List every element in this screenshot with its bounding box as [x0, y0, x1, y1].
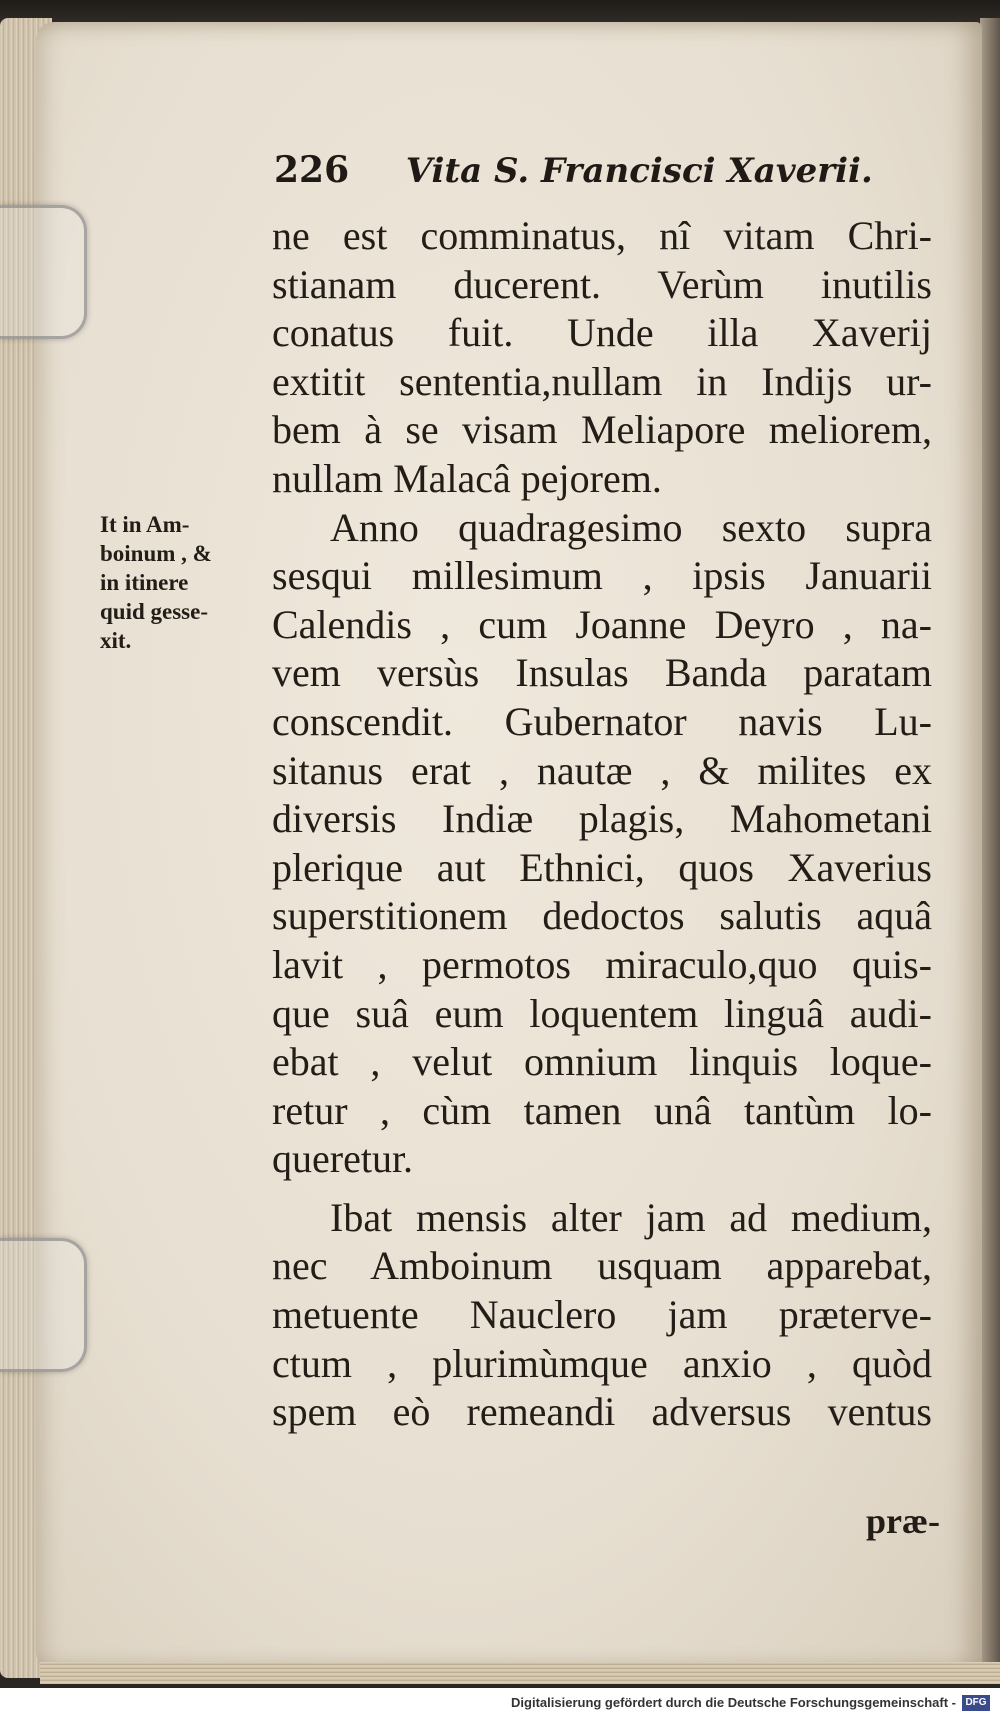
text-line: Ibat mensis alter jam ad medium,	[330, 1194, 932, 1240]
page-number: 226	[274, 149, 350, 191]
marginal-note-line: xit.	[100, 628, 132, 653]
text-line: Calendis , cum Joanne Deyro , na-	[272, 601, 932, 647]
footer-bar	[0, 1688, 1000, 1721]
text-line: que suâ eum loquentem linguâ audi-	[272, 990, 932, 1036]
text-line: conscendit. Gubernator navis Lu-	[272, 698, 932, 744]
page-holder-clip-top	[0, 205, 87, 339]
text-line: nec Amboinum usquam apparebat,	[272, 1243, 932, 1289]
marginal-note	[100, 510, 268, 655]
text-line: conatus fuit. Unde illa Xaverij	[272, 310, 932, 356]
page-holder-clip-bottom	[0, 1238, 87, 1372]
text-line: queretur.	[272, 1136, 414, 1182]
catchword: præ-	[866, 1501, 940, 1541]
text-line: nullam Malacâ pejorem.	[272, 455, 662, 501]
running-title: Vita S. Francisci Xaverii.	[405, 151, 873, 191]
text-line: sitanus erat , nautæ , & milites ex	[272, 747, 932, 793]
funding-credit: Digitalisierung gefördert durch die Deutsche Forschungsgemeinschaft -	[511, 1695, 956, 1710]
text-line: extitit sententia,nullam in Indijs ur-	[272, 358, 932, 404]
marginal-note-line: It in Am-	[100, 512, 190, 537]
marginal-note-line: in itinere	[100, 570, 189, 595]
text-line: plerique aut Ethnici, quos Xaverius	[272, 844, 932, 890]
facing-page-edge	[980, 18, 1000, 1678]
text-line: ctum , plurimùmque anxio , quòd	[272, 1340, 932, 1386]
marginal-note-line: boinum , &	[100, 541, 212, 566]
text-line: ne est comminatus, nî vitam Chri-	[272, 213, 932, 258]
body-text	[272, 212, 932, 1437]
text-line: ebat , velut omnium linquis loque-	[272, 1039, 932, 1085]
dfg-logo-icon: DFG	[962, 1695, 990, 1711]
text-line: spem eò remeandi adversus ventus	[272, 1389, 932, 1435]
text-line: bem à se visam Meliapore meliorem,	[272, 407, 932, 453]
page-header	[274, 140, 924, 200]
marginal-note-line: quid gesse-	[100, 599, 208, 624]
text-line: lavit , permotos miraculo,quo quis-	[272, 941, 932, 987]
text-line: superstitionem dedoctos salutis aquâ	[272, 893, 932, 939]
text-line: stianam ducerent. Verùm inutilis	[272, 261, 932, 307]
text-line: metuente Nauclero jam præterve-	[272, 1292, 932, 1338]
text-line: vem versùs Insulas Banda paratam	[272, 650, 932, 696]
text-line: Anno quadragesimo sexto supra	[330, 504, 932, 550]
page-bottom-edges	[40, 1662, 1000, 1684]
text-line: retur , cùm tamen unâ tantùm lo-	[272, 1087, 932, 1133]
text-line: sesqui millesimum , ipsis Januarii	[272, 553, 932, 599]
text-line: diversis Indiæ plagis, Mahometani	[272, 796, 932, 842]
